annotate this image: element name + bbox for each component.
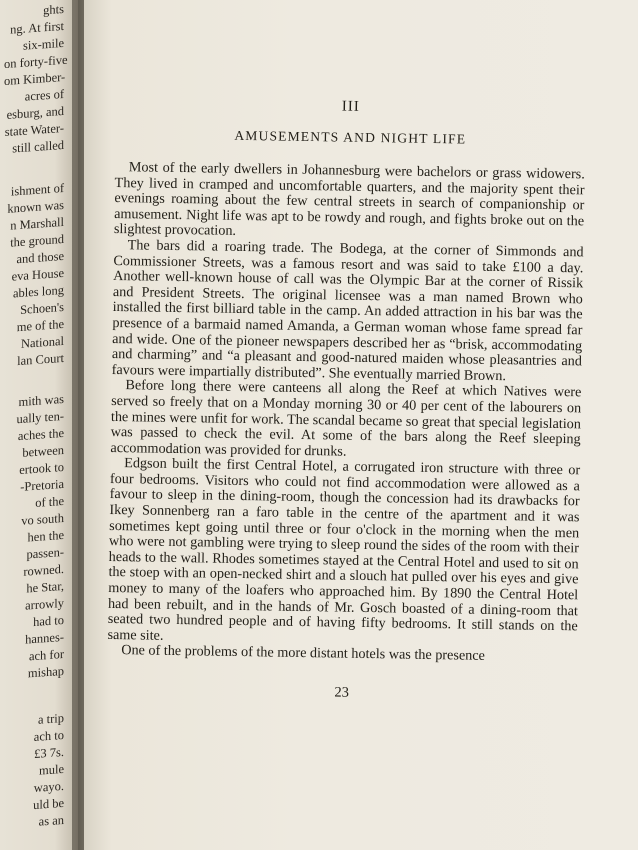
left-page-text-fragment: mith was [18,391,64,410]
left-page-text-fragment: £3 7s. [34,744,64,761]
left-page-text-fragment: om Kimber- [4,69,66,89]
left-page-text-fragment: esburg, and [6,103,64,122]
page-number: 23 [334,684,350,701]
left-page-text-fragment: the ground [10,231,64,250]
left-page-text-fragment: on forty-five [4,52,68,72]
chapter-title: AMUSEMENTS AND NIGHT LIFE [234,127,467,147]
paragraph: One of the problems of the more distant hotels was the presence [121,642,486,665]
paragraph: Before long there were canteens all along the Reef at which Natives were served so freely that on a Monday morning 30 or 40 per cent of the labourers on the mines were unfit for work. The scandal became so great that special legislation was passed to check the evil. At some of the bars along the Reef sleeping accommodation was provided for drunks. [110,377,582,460]
left-page-text-fragment: still called [12,137,64,156]
left-page-text-fragment: Schoen's [20,299,64,317]
left-page-text-fragment: uld be [33,795,64,813]
left-page-text-fragment: state Water- [4,120,64,140]
left-page-text-fragment: -Pretoria [20,476,64,494]
left-page-text-fragment: ng. At first [10,18,64,37]
left-page-text-fragment: aches the [17,425,64,444]
left-page-text-fragment: hen the [27,527,64,545]
left-page-text-fragment: ach for [28,646,64,664]
left-page-text-fragment: vo south [21,510,64,528]
left-page-text-fragment: ghts [43,1,64,18]
left-page-text-fragment: ach to [33,727,64,745]
paragraph: Edgson built the first Central Hotel, a corrugated iron structure with three or four bedrooms. Visitors who could not find accommodation were allowed as a favour to sleep in the dining-room, though the concession had its drawbacks for Ikey Sonnenberg ran a faro table in the centre of the apartment and it was sometimes kept going until three or four o'clock in the morning when the men who were not gambling were trying to sleep round the sides of the room with their heads to the wall. Rhodes sometimes stayed at the Central Hotel and used to sit on the stoep with an open-necked shirt and a slouch hat pulled over his eyes and give money to many of the loafers who approached him. By 1890 the Central Hotel had been rebuilt, and in the hands of Mr. Gosch boasted of a dining-room that seated two hundred people and of having fifty bedrooms. It still stands on the same site. [107,455,581,644]
left-page-text-fragment: between [22,442,64,460]
left-page-text-fragment: mule [39,761,64,778]
left-page-text-fragment: of the [35,493,64,510]
left-page [0,0,78,850]
paragraph: Most of the early dwellers in Johannesburg were bachelors or grass widowers. They lived in cramped and uncomfortable quarters, and the majority spent their evenings roaming about the few central streets in search of companionship or amusement. Night life was apt to be rowdy and rough, and fights broke out on the slightest provocation. [113,159,585,240]
left-page-text-fragment: wayo. [33,778,64,796]
left-page-text-fragment: a trip [37,710,64,727]
left-page-text-fragment: ishment of [10,180,64,199]
left-page-text-fragment: arrowly [25,595,64,613]
left-page-text-fragment: acres of [24,86,64,104]
left-page-text-fragment: and those [16,248,64,267]
left-page-text-fragment: ually ten- [16,408,64,427]
left-page-text-fragment: National [20,333,64,351]
left-page-text-fragment: hannes- [25,629,64,647]
chapter-number: III [341,98,360,115]
right-page [84,0,638,850]
left-page-text-fragment: me of the [16,316,64,335]
left-page-text-fragment: eva House [11,265,64,284]
left-page-text-fragment: rowned. [23,561,64,579]
left-page-text-fragment: six-mile [23,35,64,53]
left-page-text-fragment: mishap [27,663,64,681]
page-content [107,95,586,705]
left-page-text-fragment: ables long [12,282,64,301]
left-page-text-fragment: as an [38,812,64,829]
left-page-text-fragment: had to [33,612,64,630]
left-page-text-fragment: lan Court [17,350,64,369]
left-page-text-fragment: n Marshall [10,214,64,233]
left-page-text-fragment: passen- [26,544,64,562]
body-text [107,160,585,666]
left-page-text-fragment: known was [7,197,64,216]
paragraph: The bars did a roaring trade. The Bodega, at the corner of Simmonds and Commissioner Streets, was a famous resort and was said to take £100 a day. Another well-known house of call was the Olympic Bar at the corner of Rissik and President Streets. The original licensee was a man named Brown who installed the first billiard table in the camp. An added attraction in his bar was the presence of a barmaid named Amanda, a German woman whose fame spread far and wide. One of the pioneer newspapers described her as “brisk, accommodating and charming” and “a pleasant and good-natured maiden whose pleasantries and favours were impartially distributed”. She eventually married Brown. [111,237,584,384]
left-page-text-fragment: ertook to [19,459,64,478]
left-page-text-fragment: he Star, [26,578,64,596]
